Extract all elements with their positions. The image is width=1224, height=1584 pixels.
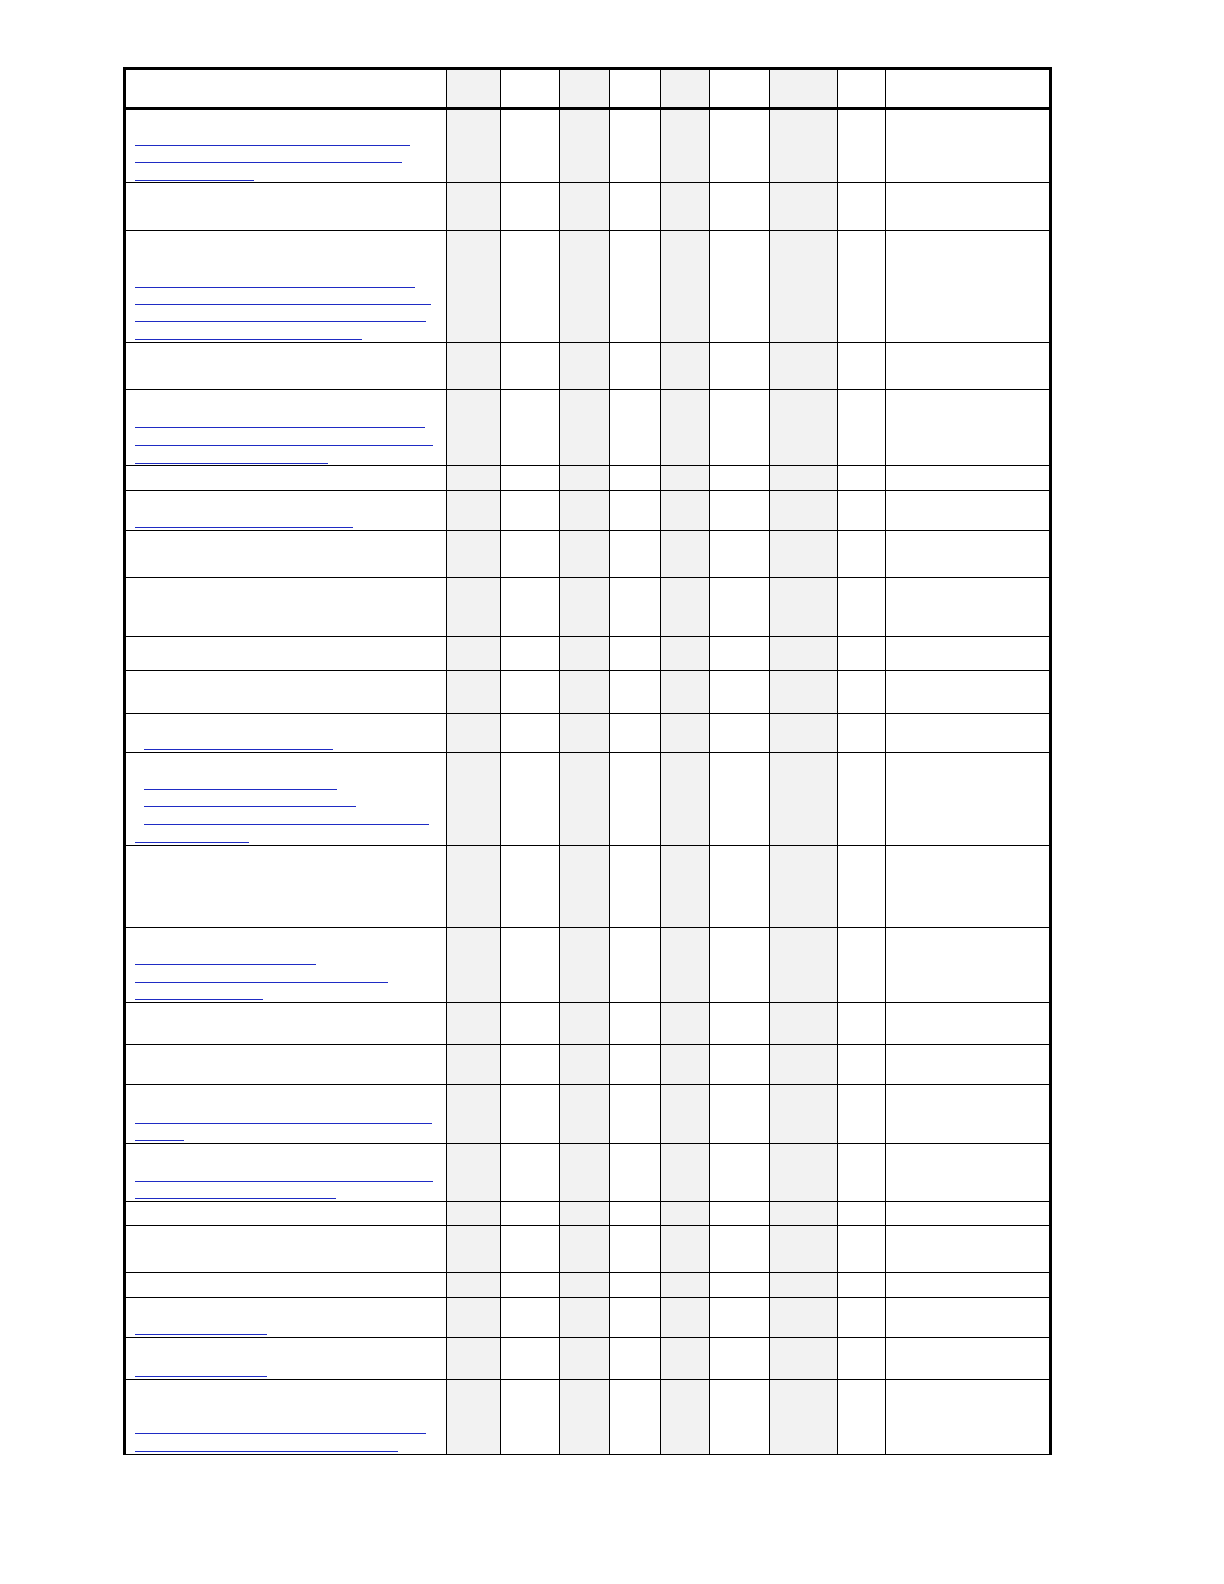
- hyperlink-underline[interactable]: [135, 445, 433, 446]
- hyperlink-underline[interactable]: [135, 1123, 432, 1124]
- spreadsheet-table: [123, 67, 1052, 1455]
- hyperlink-underline[interactable]: [135, 982, 388, 983]
- hyperlink-underline[interactable]: [135, 527, 353, 528]
- hyperlink-underline[interactable]: [135, 304, 431, 305]
- hyperlink-underline[interactable]: [135, 145, 410, 146]
- hyperlink-underline[interactable]: [135, 162, 402, 163]
- hyperlink-underline[interactable]: [135, 1181, 433, 1182]
- hyperlink-underline[interactable]: [135, 427, 425, 428]
- hyperlink-underline[interactable]: [135, 1376, 267, 1377]
- hyperlink-underline[interactable]: [135, 1334, 267, 1335]
- hyperlink-underline[interactable]: [135, 321, 426, 322]
- hyperlink-underline[interactable]: [135, 463, 328, 464]
- hyperlink-underline[interactable]: [135, 1198, 336, 1199]
- hyperlink-underline[interactable]: [135, 964, 316, 965]
- hyperlink-underline[interactable]: [144, 789, 337, 790]
- hyperlink-underline[interactable]: [144, 749, 333, 750]
- hyperlink-underline[interactable]: [135, 339, 362, 340]
- hyperlink-underline[interactable]: [135, 999, 263, 1000]
- hyperlink-underline[interactable]: [135, 1140, 184, 1141]
- hyperlink-underline[interactable]: [144, 824, 429, 825]
- hyperlink-underline[interactable]: [135, 287, 415, 288]
- hyperlink-underline[interactable]: [135, 1433, 426, 1434]
- table-cells: [123, 67, 1052, 1455]
- hyperlink-underline[interactable]: [135, 842, 249, 843]
- hyperlink-underline[interactable]: [135, 1451, 398, 1452]
- hyperlink-underline[interactable]: [144, 806, 356, 807]
- hyperlink-underline[interactable]: [135, 180, 254, 181]
